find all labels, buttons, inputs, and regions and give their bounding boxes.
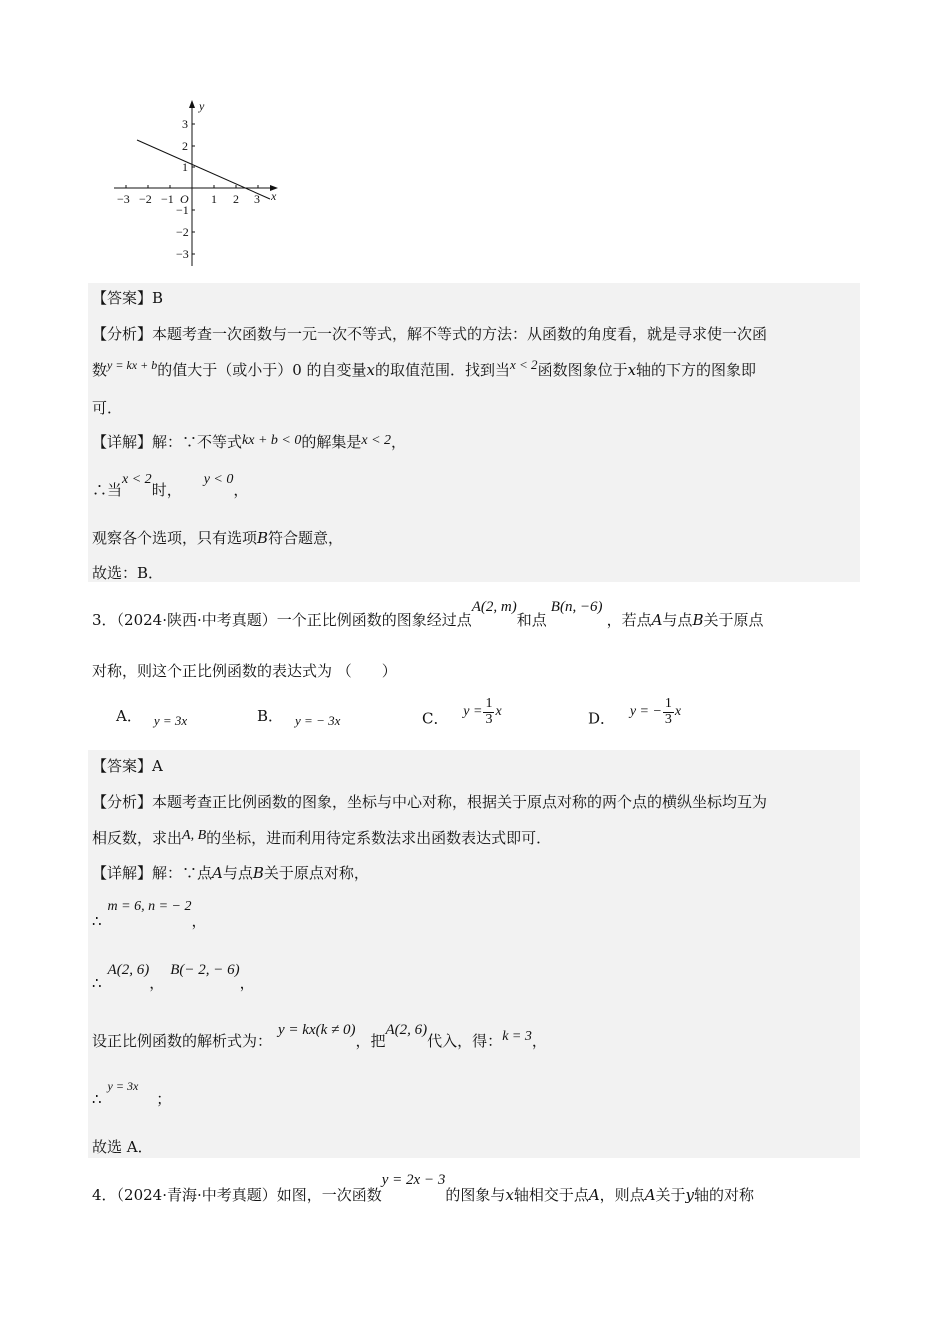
x-tick-label: −2 (139, 192, 152, 206)
graph-line (137, 140, 270, 199)
q3-detail-line5: ∴$^{y = 3x}$； (92, 1079, 172, 1108)
q3-detail-line2: ∴m = 6, n = − 2， (92, 899, 207, 930)
q3-answer: 【答案】A (92, 757, 163, 775)
q2-detail-line4: 故选：B． (92, 564, 164, 582)
y-tick-label: 1 (182, 160, 188, 174)
q3-analysis-line2: 相反数，求出A, B的坐标，进而利用待定系数法求出函数表达式即可． (92, 828, 552, 847)
y-axis-arrow (189, 100, 195, 108)
y-tick-label: 2 (182, 139, 188, 153)
y-tick-label: −2 (176, 225, 189, 239)
x-tick-label: −3 (117, 192, 130, 206)
q3-option-d: D． y = − $\frac{1}{3}$ x (588, 696, 682, 728)
origin-label: O (180, 192, 189, 206)
x-tick-label: 2 (233, 192, 239, 206)
q2-answer: 【答案】B (92, 289, 164, 307)
x-tick-label: 3 (254, 192, 260, 206)
q2-analysis-line3: 可． (92, 399, 123, 417)
x-axis-label: x (271, 189, 277, 203)
q2-analysis-line1: 【分析】本题考查一次函数与一元一次不等式，解不等式的方法：从函数的角度看，就是寻求使一次函 (92, 325, 768, 343)
q3-detail-line1: 【详解】解：∵点A与点B关于原点对称， (92, 864, 369, 882)
q4-stem: 4．（2024·青海·中考真题）如图，一次函数y = 2x − 3的图象与x轴相交于点A，则点A关于y轴的对称 (92, 1172, 755, 1204)
q2-detail-line1: 【详解】解：∵不等式kx + b < 0的解集是x < 2， (92, 433, 407, 451)
q3-detail-line6: 故选 A． (92, 1138, 153, 1156)
q3-option-c: C． y = $\frac{1}{3}$ x (422, 696, 502, 728)
q3-stem-line2: 对称，则这个正比例函数的表达式为 （ ） (92, 662, 397, 680)
q2-detail-line3: 观察各个选项，只有选项B符合题意， (92, 529, 344, 547)
q3-option-b: B． y = − 3x (257, 707, 341, 728)
function-graph (108, 96, 288, 268)
q2-analysis-line2: 数$^{y = kx + b}$的值大于（或小于）0 的自变量x的取值范围．找到当x < 2函数图象位于x轴的下方的图象即 (92, 357, 757, 379)
x-tick-label: 1 (211, 192, 217, 206)
q3-analysis-line1: 【分析】本题考查正比例函数的图象，坐标与中心对称，根据关于原点对称的两个点的横纵坐标均互为 (92, 793, 768, 811)
q3-stem-line1: 3．（2024·陕西·中考真题）一个正比例函数的图象经过点A(2, m)和点B(n, −6)，若点A与点B关于原点 (92, 599, 764, 629)
y-axis-label: y (199, 99, 205, 113)
y-tick-label: 3 (182, 117, 188, 131)
y-tick-label: −1 (176, 203, 189, 217)
y-tick-label: −3 (176, 247, 189, 261)
q2-detail-line2: ∴当x < 2时，y < 0， (92, 472, 249, 499)
q3-option-a: A． y = 3x (116, 707, 188, 728)
q3-detail-line3: ∴A(2, 6)，B(− 2, − 6)， (92, 962, 255, 992)
q3-detail-line4: 设正比例函数的解析式为：y = kx(k ≠ 0)，把A(2, 6)代入，得：k = 3， (92, 1022, 547, 1050)
x-tick-label: −1 (161, 192, 174, 206)
